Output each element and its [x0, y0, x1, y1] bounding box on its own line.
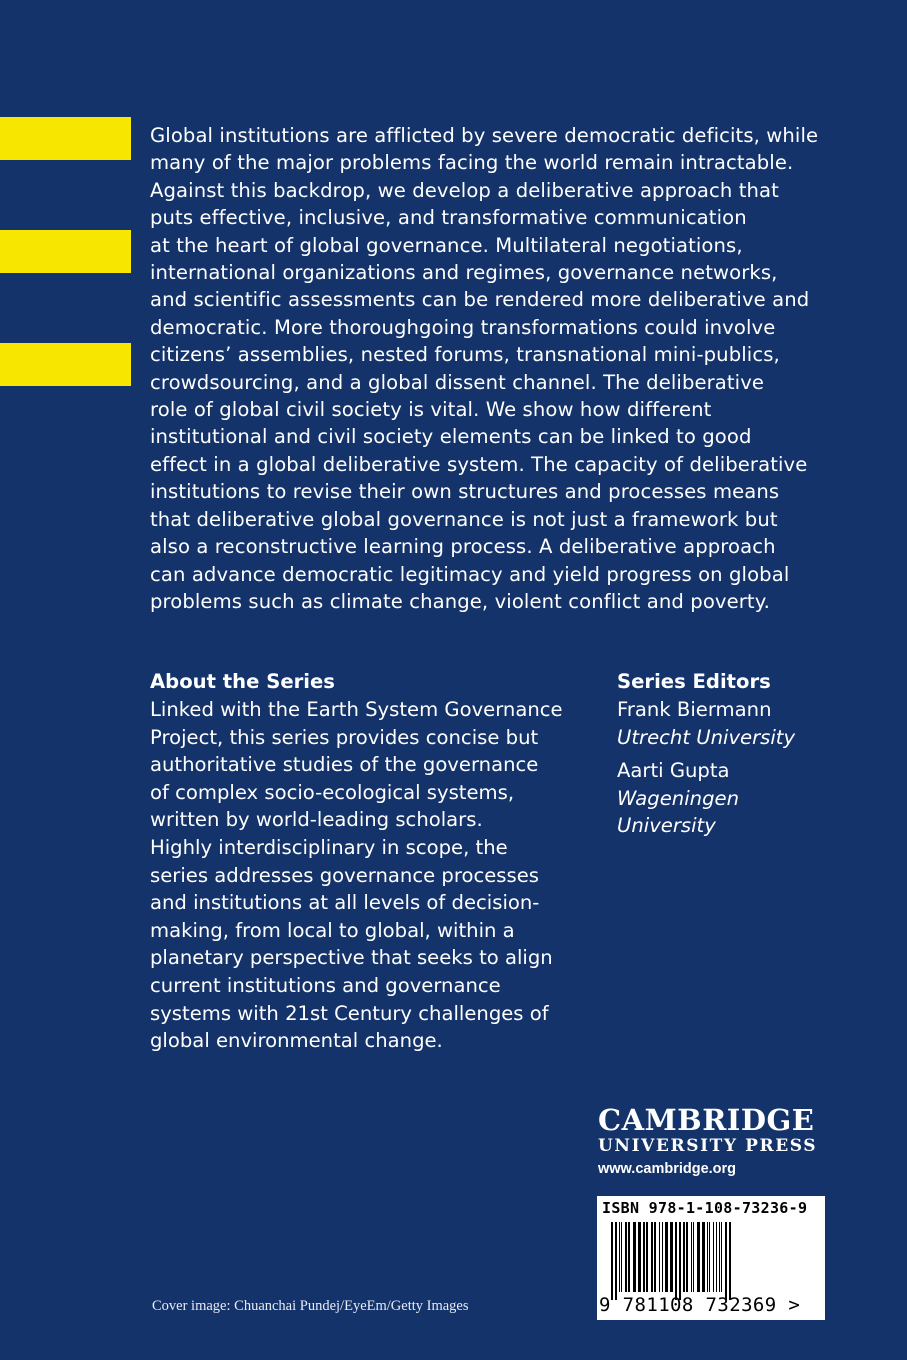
barcode-bar	[686, 1222, 688, 1292]
accent-bar-middle	[0, 230, 131, 273]
barcode-bar	[615, 1222, 617, 1300]
barcode-bar	[725, 1222, 727, 1300]
publisher-logo	[598, 1104, 828, 1180]
publisher-subtitle: UNIVERSITY PRESS	[598, 1136, 818, 1156]
editor-name: Frank Biermann	[617, 698, 772, 721]
editor-entry	[617, 696, 877, 751]
barcode-bar	[719, 1222, 720, 1292]
series-editors-heading: Series Editors	[617, 670, 771, 693]
barcode-bar	[654, 1222, 656, 1292]
publisher-url: www.cambridge.org	[598, 1161, 737, 1177]
editor-affiliation: Wageningen University	[617, 786, 739, 838]
barcode-bar	[675, 1222, 677, 1300]
about-series-text: Linked with the Earth System Governance Project, this series provides concise but authoritative studies of the governance of complex socio-ecological systems, written by world-leading scholars. Highly interdisciplinary in scope, the series addresses governance processes and institutions at all levels of decision- making, from local to global, within a planetary perspective that seeks to align current institutions and governance systems with 21st Century challenges of global environmental change.	[150, 698, 563, 1053]
barcode-bar	[709, 1222, 710, 1292]
barcode-bar	[716, 1222, 717, 1292]
book-blurb: Global institutions are afflicted by severe democratic deficits, while many of the major problems facing the world remain intractable. Against this backdrop, we develop a deliberative approach that puts effective, inclusive, and transformative communication at the heart of global governance. Multilateral negotiations, international organizations and regimes, governance networks, and scientific assessments can be rendered more deliberative and democratic. More thoroughgoing transformations could involve citizens’ assemblies, nested forums, transnational mini-publics, crowdsourcing, and a global dissent channel. The deliberative role of global civil society is vital. We show how different institutional and civil society elements can be linked to good effect in a global deliberative system. The capacity of deliberative institutions to revise their own structures and processes means that deliberative global governance is not just a framework but also a reconstructive learning process. A deliberative approach can advance democratic legitimacy and yield progress on global problems such as climate change, violent conflict and poverty.	[150, 124, 819, 613]
editor-name: Aarti Gupta	[617, 759, 730, 783]
barcode-bar	[713, 1222, 714, 1292]
barcode-bar	[679, 1222, 681, 1300]
series-editors-section	[617, 668, 877, 840]
barcode-bar	[697, 1222, 700, 1292]
barcode-bar	[665, 1222, 668, 1292]
barcode-bar	[611, 1222, 613, 1300]
barcode-bar	[670, 1222, 673, 1292]
barcode-bar	[625, 1222, 627, 1292]
barcode-bar	[729, 1222, 731, 1300]
barcode-bar	[659, 1222, 660, 1292]
accent-bar-top	[0, 117, 131, 160]
barcode-bar	[702, 1222, 705, 1292]
barcode-bar	[651, 1222, 653, 1292]
about-series-section	[150, 668, 600, 1055]
barcode-bar	[646, 1222, 648, 1292]
barcode-bar	[683, 1222, 685, 1292]
editor-entry	[617, 757, 877, 840]
isbn-label: ISBN 978-1-108-73236-9	[602, 1199, 808, 1217]
barcode-bar	[621, 1222, 622, 1292]
editor-affiliation: Utrecht University	[617, 725, 796, 749]
barcode-bar	[691, 1222, 692, 1292]
accent-bar-bottom	[0, 343, 131, 386]
barcode-bar	[633, 1222, 636, 1292]
barcode-bar	[662, 1222, 663, 1292]
barcode-bar	[693, 1222, 694, 1292]
barcode-bar	[628, 1222, 630, 1292]
barcode-digits: 9 781108 732369 >	[599, 1294, 801, 1316]
about-series-heading: About the Series	[150, 670, 335, 693]
barcode-bar	[721, 1222, 722, 1292]
cover-image-credit: Cover image: Chuanchai Pundej/EyeEm/Getty Images	[152, 1298, 469, 1314]
isbn-barcode	[597, 1196, 825, 1320]
barcode-bar	[638, 1222, 641, 1292]
barcode-bar	[707, 1222, 708, 1292]
publisher-name: CAMBRIDGE	[598, 1103, 815, 1137]
barcode-bar	[619, 1222, 620, 1292]
barcode-bar	[643, 1222, 645, 1292]
